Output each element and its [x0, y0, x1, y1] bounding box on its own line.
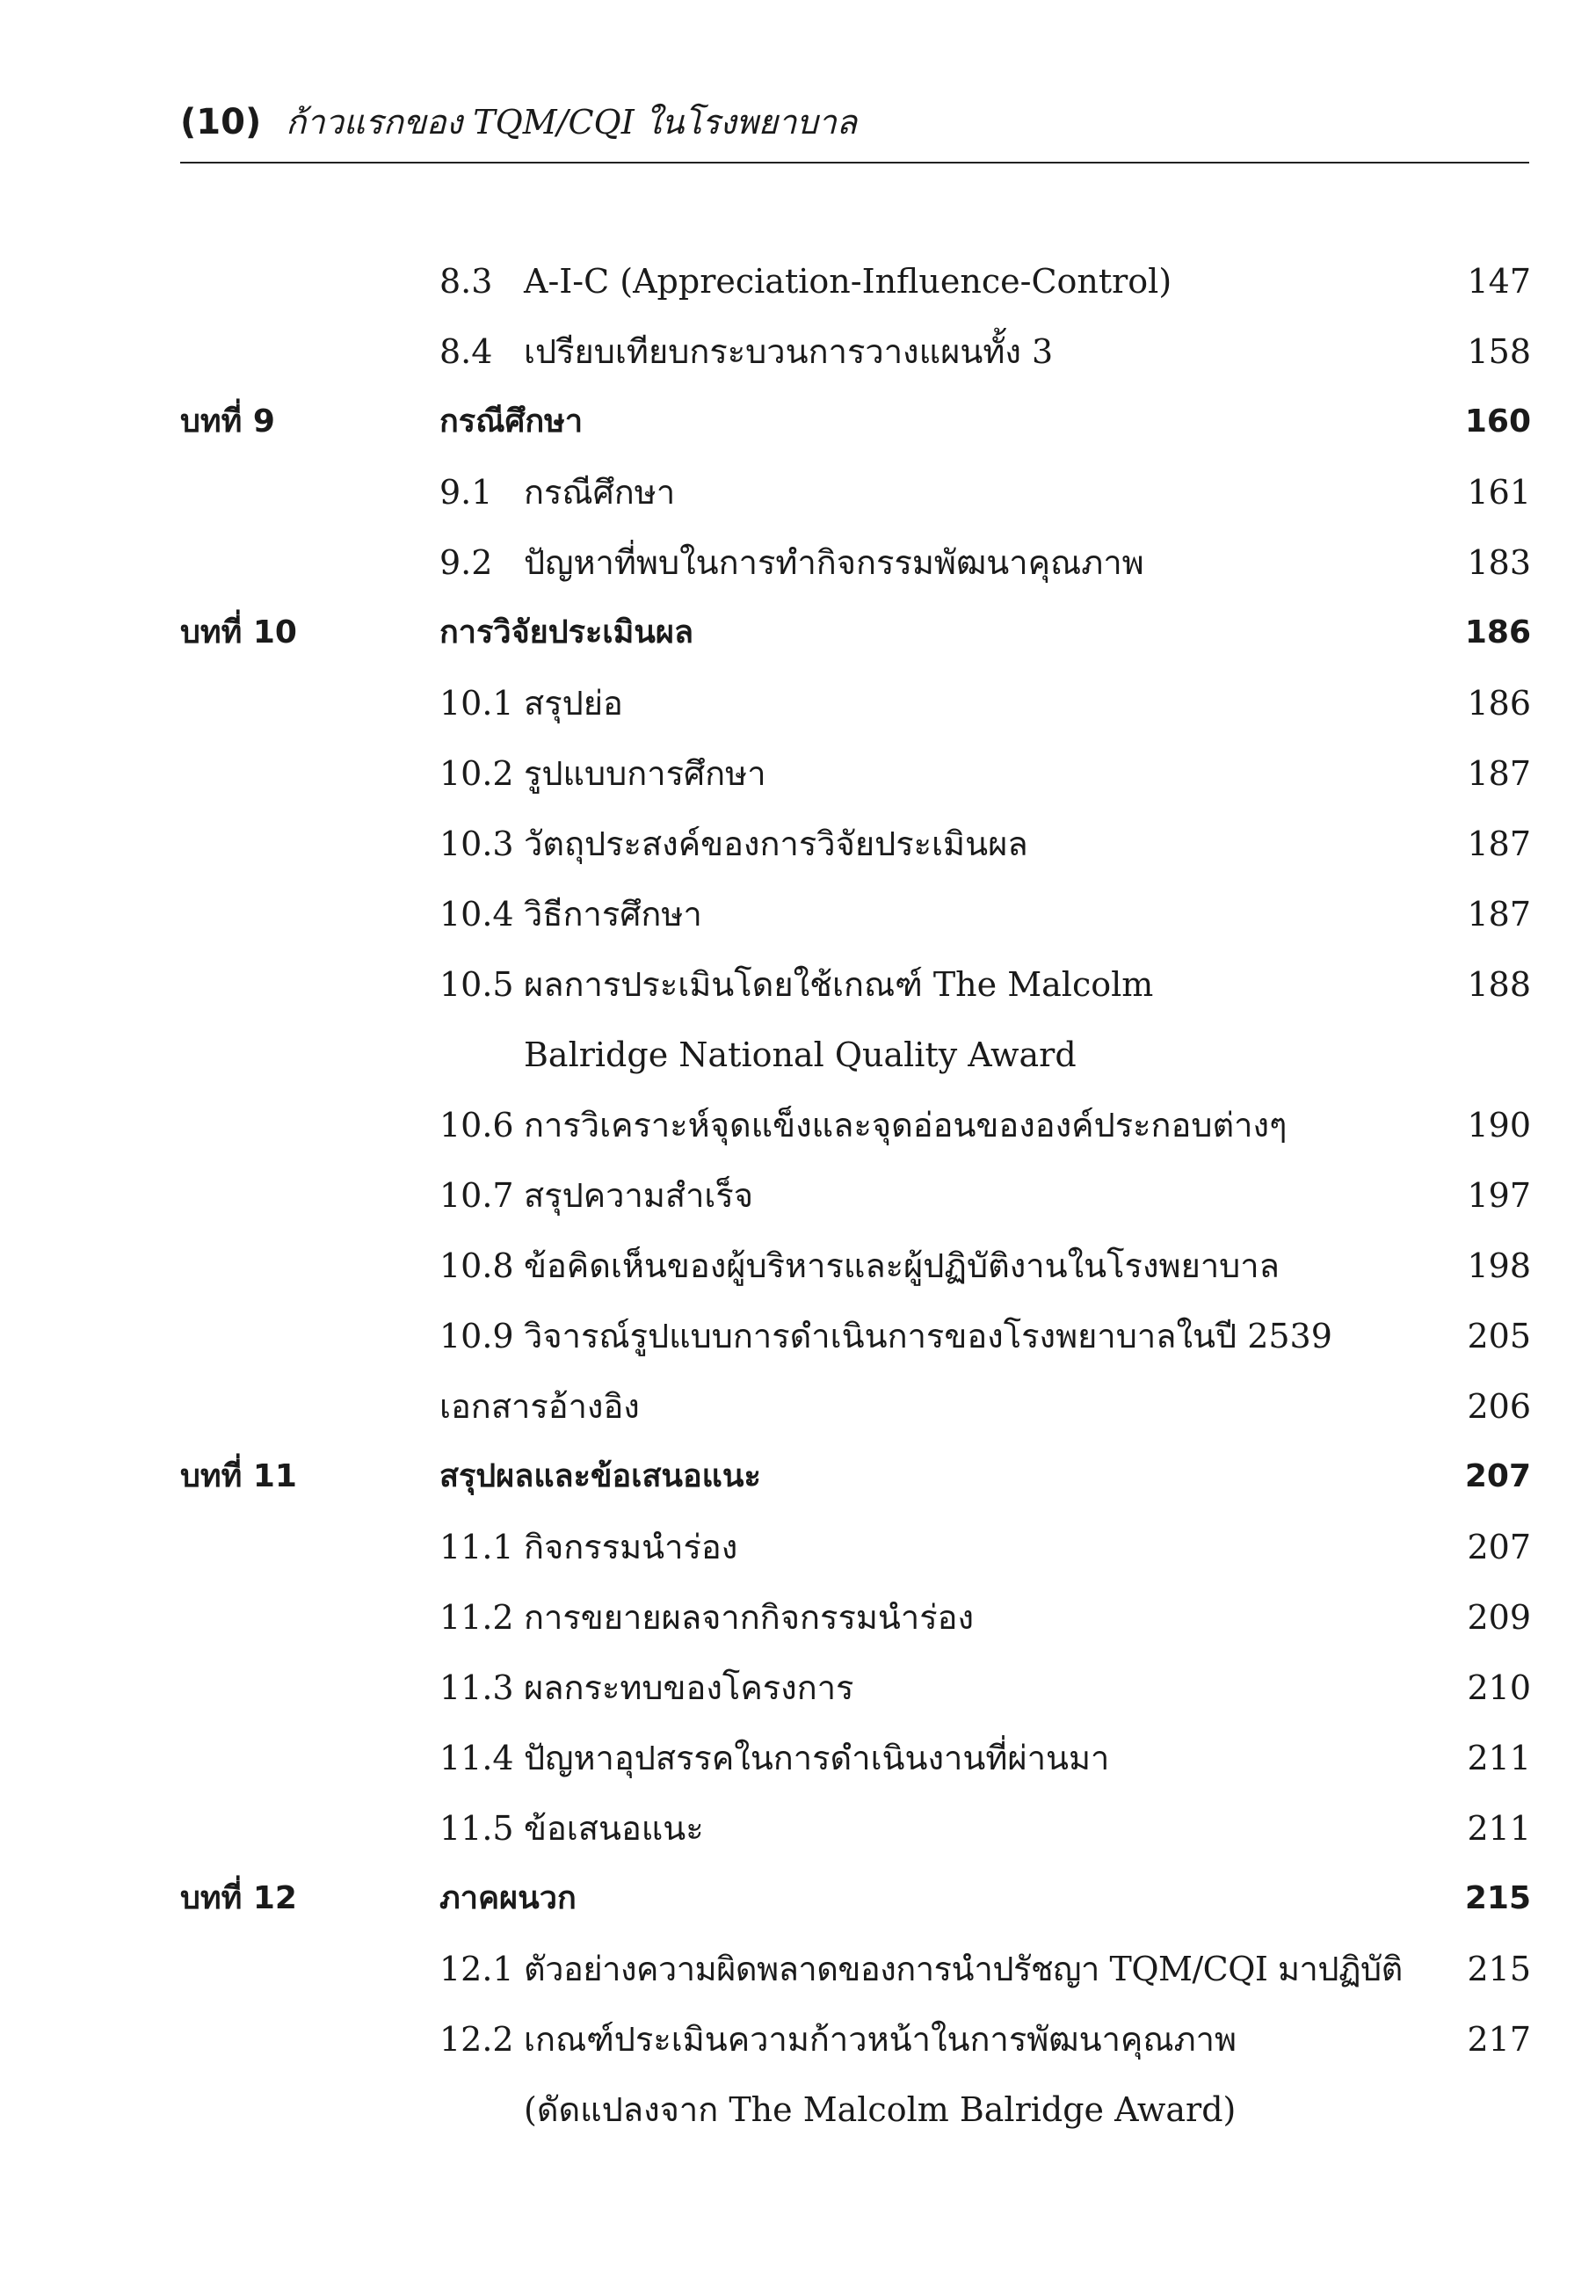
- chapter-label: บทที่ 11: [180, 1458, 297, 1494]
- page-number: 187: [1467, 754, 1531, 793]
- toc-entry-row: [0, 738, 1596, 809]
- section-title: ปัญหาที่พบในการทำกิจกรรมพัฒนาคุณภาพ: [524, 543, 1144, 582]
- section-number: 10.6: [439, 1106, 514, 1144]
- section-number: 10.1: [439, 684, 514, 723]
- section-number: 10.5: [439, 965, 514, 1004]
- page-number: 147: [1467, 262, 1531, 301]
- toc-entry-row: [0, 316, 1596, 387]
- toc-entry-row: [0, 1653, 1596, 1723]
- toc-entry-row: [0, 2004, 1596, 2074]
- page-number: 217: [1467, 2020, 1531, 2059]
- chapter-title: การวิจัยประเมินผล: [439, 614, 694, 650]
- section-number: 11.1: [439, 1528, 514, 1566]
- toc-entry-row: [0, 246, 1596, 316]
- toc-entry-row: [0, 949, 1596, 1020]
- page-number: 197: [1467, 1176, 1531, 1215]
- page-number: 186: [1467, 684, 1531, 723]
- section-number: 8.3: [439, 262, 493, 301]
- section-title: A-I-C (Appreciation-Influence-Control): [524, 262, 1172, 301]
- toc-entry-row: [0, 457, 1596, 527]
- page-number: 209: [1467, 1598, 1531, 1637]
- toc-entry-row: [0, 2074, 1596, 2145]
- section-number: 11.3: [439, 1668, 514, 1707]
- page-number: 215: [1467, 1950, 1531, 1988]
- toc-chapter-row: [0, 387, 1596, 457]
- section-title: สรุปความสำเร็จ: [524, 1176, 754, 1215]
- section-number: 9.1: [439, 473, 493, 512]
- section-title: วิจารณ์รูปแบบการดำเนินการของโรงพยาบาลในปี 2539: [524, 1317, 1332, 1355]
- toc-entry-row: [0, 1160, 1596, 1231]
- section-number: 10.8: [439, 1246, 514, 1285]
- page-number: 188: [1467, 965, 1531, 1004]
- chapter-label: บทที่ 9: [180, 403, 275, 440]
- chapter-title: กรณีศึกษา: [439, 403, 584, 440]
- toc-entry-row: [0, 1512, 1596, 1582]
- page-number: 215: [1464, 1880, 1531, 1916]
- toc-entry-row: [0, 668, 1596, 738]
- toc-entry-row: [0, 1231, 1596, 1301]
- section-number: 10.4: [439, 895, 514, 934]
- toc-entry-row: [0, 809, 1596, 879]
- chapter-title: สรุปผลและข้อเสนอแนะ: [439, 1458, 761, 1494]
- toc-entry-row: [0, 1934, 1596, 2004]
- section-title: เปรียบเทียบกระบวนการวางแผนทั้ง 3: [524, 332, 1054, 371]
- toc-chapter-row: [0, 1864, 1596, 1934]
- toc-entry-row: [0, 1090, 1596, 1160]
- section-title: วิธีการศึกษา: [524, 895, 702, 934]
- section-number: 8.4: [439, 332, 493, 371]
- page-number: 210: [1467, 1668, 1531, 1707]
- section-title: กิจกรรมนำร่อง: [524, 1528, 738, 1566]
- section-title: ข้อเสนอแนะ: [524, 1809, 704, 1848]
- toc-entry-row: [0, 879, 1596, 949]
- section-title: กรณีศึกษา: [524, 473, 676, 512]
- section-number: 12.2: [439, 2020, 514, 2059]
- toc-entry-row: [0, 1371, 1596, 1442]
- chapter-title: ภาคผนวก: [439, 1880, 577, 1916]
- toc-entry-row: [0, 1020, 1596, 1090]
- toc-entry-row: [0, 1793, 1596, 1864]
- section-title-continued: Balridge National Quality Award: [524, 1035, 1077, 1074]
- page-number: 211: [1467, 1739, 1531, 1777]
- page-number: 207: [1467, 1528, 1531, 1566]
- section-title: ปัญหาอุปสรรคในการดำเนินงานที่ผ่านมา: [524, 1739, 1110, 1777]
- toc-entry-row: [0, 1301, 1596, 1371]
- section-number: 10.7: [439, 1176, 514, 1215]
- page-number: 161: [1467, 473, 1531, 512]
- page-number: 187: [1467, 825, 1531, 863]
- page-number: 190: [1467, 1106, 1531, 1144]
- page-number: (10): [180, 102, 262, 142]
- page-header: [180, 95, 1529, 156]
- section-title: วัตถุประสงค์ของการวิจัยประเมินผล: [524, 825, 1028, 863]
- page-number: 158: [1467, 332, 1531, 371]
- entry-title: เอกสารอ้างอิง: [439, 1387, 640, 1426]
- section-title: ตัวอย่างความผิดพลาดของการนำปรัชญา TQM/CQI มาปฏิบัติ: [524, 1950, 1403, 1988]
- page-number: 206: [1467, 1387, 1531, 1426]
- page-number: 211: [1467, 1809, 1531, 1848]
- section-title: ผลการประเมินโดยใช้เกณฑ์ The Malcolm: [524, 965, 1154, 1004]
- chapter-label: บทที่ 10: [180, 614, 297, 650]
- section-title: สรุปย่อ: [524, 684, 623, 723]
- page-number: 183: [1467, 543, 1531, 582]
- running-title: ก้าวแรกของ TQM/CQI ในโรงพยาบาล: [286, 103, 858, 142]
- page-number: 207: [1464, 1458, 1531, 1494]
- page-number: 186: [1464, 614, 1531, 650]
- toc-entry-row: [0, 1723, 1596, 1793]
- section-title: การขยายผลจากกิจกรรมนำร่อง: [524, 1598, 975, 1637]
- section-number: 10.9: [439, 1317, 514, 1355]
- section-number: 12.1: [439, 1950, 514, 1988]
- section-number: 10.3: [439, 825, 514, 863]
- page-number: 160: [1464, 403, 1531, 440]
- toc-chapter-row: [0, 598, 1596, 668]
- table-of-contents: [0, 246, 1596, 2145]
- section-number: 9.2: [439, 543, 493, 582]
- section-title: ข้อคิดเห็นของผู้บริหารและผู้ปฏิบัติงานในโรงพยาบาล: [524, 1246, 1280, 1285]
- section-title-continued: (ดัดแปลงจาก The Malcolm Balridge Award): [524, 2090, 1237, 2129]
- page-number: 187: [1467, 895, 1531, 934]
- chapter-label: บทที่ 12: [180, 1880, 297, 1916]
- section-title: การวิเคราะห์จุดแข็งและจุดอ่อนขององค์ประกอบต่างๆ: [524, 1106, 1288, 1144]
- page-number: 205: [1467, 1317, 1531, 1355]
- section-number: 11.2: [439, 1598, 514, 1637]
- header-rule: [180, 162, 1529, 163]
- section-number: 10.2: [439, 754, 514, 793]
- toc-entry-row: [0, 1582, 1596, 1653]
- section-title: เกณฑ์ประเมินความก้าวหน้าในการพัฒนาคุณภาพ: [524, 2020, 1237, 2059]
- section-number: 11.4: [439, 1739, 514, 1777]
- toc-chapter-row: [0, 1442, 1596, 1512]
- section-title: รูปแบบการศึกษา: [524, 754, 766, 793]
- section-number: 11.5: [439, 1809, 514, 1848]
- section-title: ผลกระทบของโครงการ: [524, 1668, 854, 1707]
- page-number: 198: [1467, 1246, 1531, 1285]
- toc-entry-row: [0, 527, 1596, 598]
